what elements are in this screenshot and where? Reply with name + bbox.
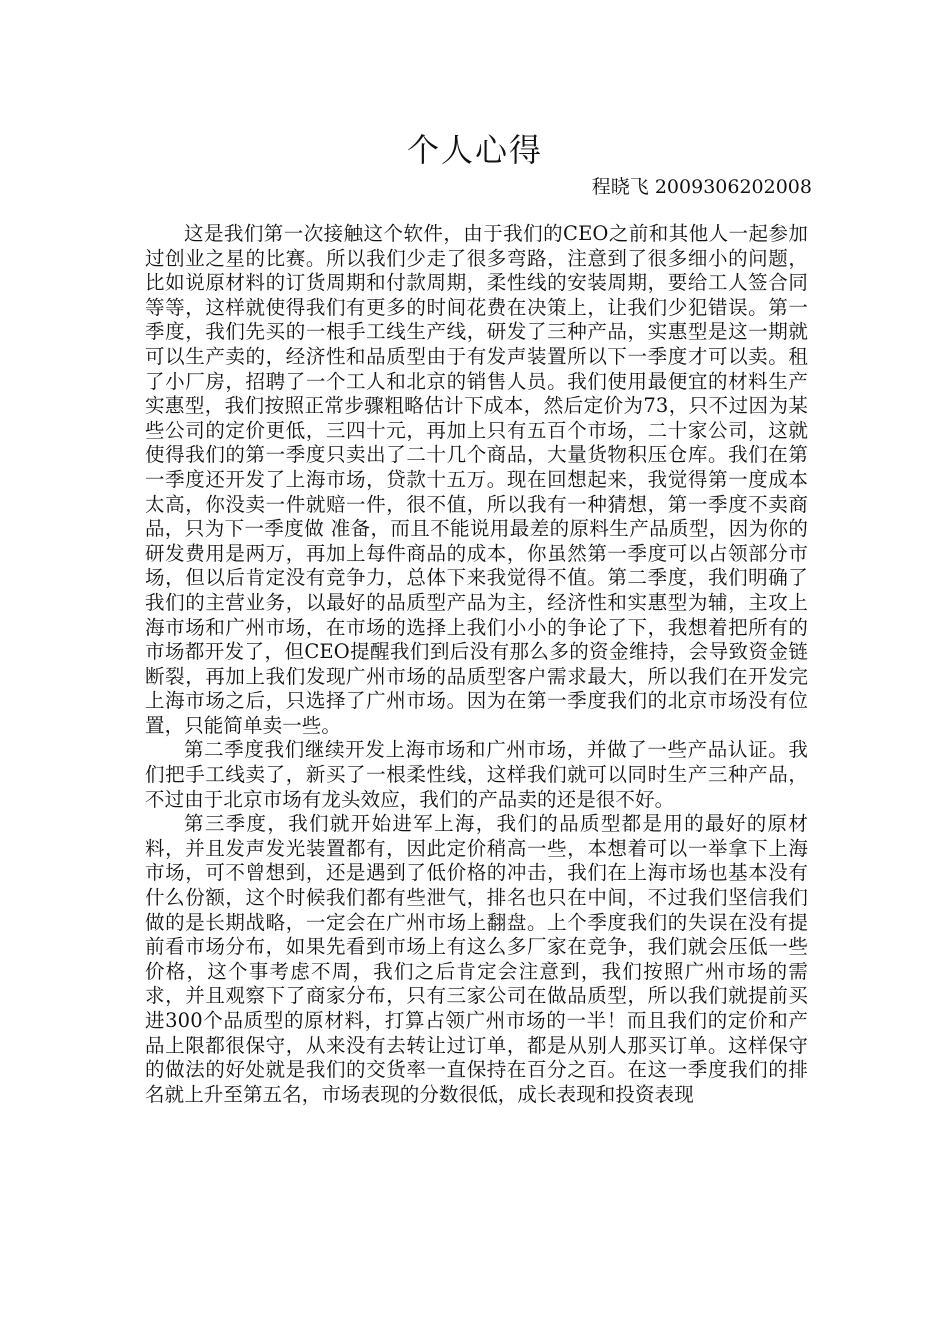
- author-line: 程晓飞 2009306202008: [591, 176, 812, 198]
- body-paragraph: 第二季度我们继续开发上海市场和广州市场，并做了一些产品认证。我们把手工线卖了，新买了一根柔性线，这样我们就可以同时生产三种产品，不过由于北京市场有龙头效应，我们的产品卖的还是很不好。: [145, 738, 808, 811]
- document-title: 个人心得: [406, 131, 543, 169]
- body-paragraph: 第三季度，我们就开始进军上海，我们的品质型都是用的最好的原材料，并且发声发光装置都有，因此定价稍高一些，本想着可以一举拿下上海市场，可不曾想到，还是遇到了低价格的冲击，我们在上海市场也基本没有什么份额，这个时候我们都有些泄气，排名也只在中间，不过我们坚信我们做的是长期战略，一定会在广州市场上翻盘。上个季度我们的失误在没有提前看市场分布，如果先看到市场上有这么多厂家在竞争，我们就会压低一些价格，这个事考虑不周，我们之后肯定会注意到，我们按照广州市场的需求，并且观察下了商家分布，只有三家公司在做品质型，所以我们就提前买进300个品质型的原材料，打算占领广州市场的一半！而且我们的定价和产品上限都很保守，从来没有去转让过订单，都是从别人那买订单。这样保守的做法的好处就是我们的交货率一直保持在百分之百。在这一季度我们的排名就上升至第五名，市场表现的分数很低，成长表现和投资表现: [145, 812, 808, 1106]
- body-paragraph: 这是我们第一次接触这个软件，由于我们的CEO之前和其他人一起参加过创业之星的比赛。所以我们少走了很多弯路，注意到了很多细小的问题，比如说原材料的订货周期和付款周期，柔性线的安装周期，要给工人签合同等等，这样就使得我们有更多的时间花费在决策上，让我们少犯错误。第一季度，我们先买的一根手工线生产线，研发了三种产品，实惠型是这一期就可以生产卖的，经济性和品质型由于有发声装置所以下一季度才可以卖。租了小厂房，招聘了一个工人和北京的销售人员。我们使用最便宜的材料生产实惠型，我们按照正常步骤粗略估计下成本，然后定价为73，只不过因为某些公司的定价更低，三四十元，再加上只有五百个市场，二十家公司，这就使得我们的第一季度只卖出了二十几个商品，大量货物积压仓库。我们在第一季度还开发了上海市场，贷款十五万。现在回想起来，我觉得第一度成本太高，你没卖一件就赔一件，很不值，所以我有一种猜想，第一季度不卖商品，只为下一季度做 准备，而且不能说用最差的原料生产品质型，因为你的研发费用是两万，再加上每件商品的成本，你虽然第一季度可以占领部分市场，但以后肯定没有竞争力，总体下来我觉得不值。第二季度，我们明确了我们的主营业务，以最好的品质型产品为主，经济性和实惠型为辅，主攻上海市场和广州市场，在市场的选择上我们小小的争论了下，我想着把所有的市场都开发了，但CEO提醒我们到后没有那么多的资金维持，会导致资金链断裂，再加上我们发现广州市场的品质型客户需求最大，所以我们在开发完上海市场之后，只选择了广州市场。因为在第一季度我们的北京市场没有位置，只能简单卖一些。: [145, 222, 808, 737]
- document-body: [145, 222, 808, 1107]
